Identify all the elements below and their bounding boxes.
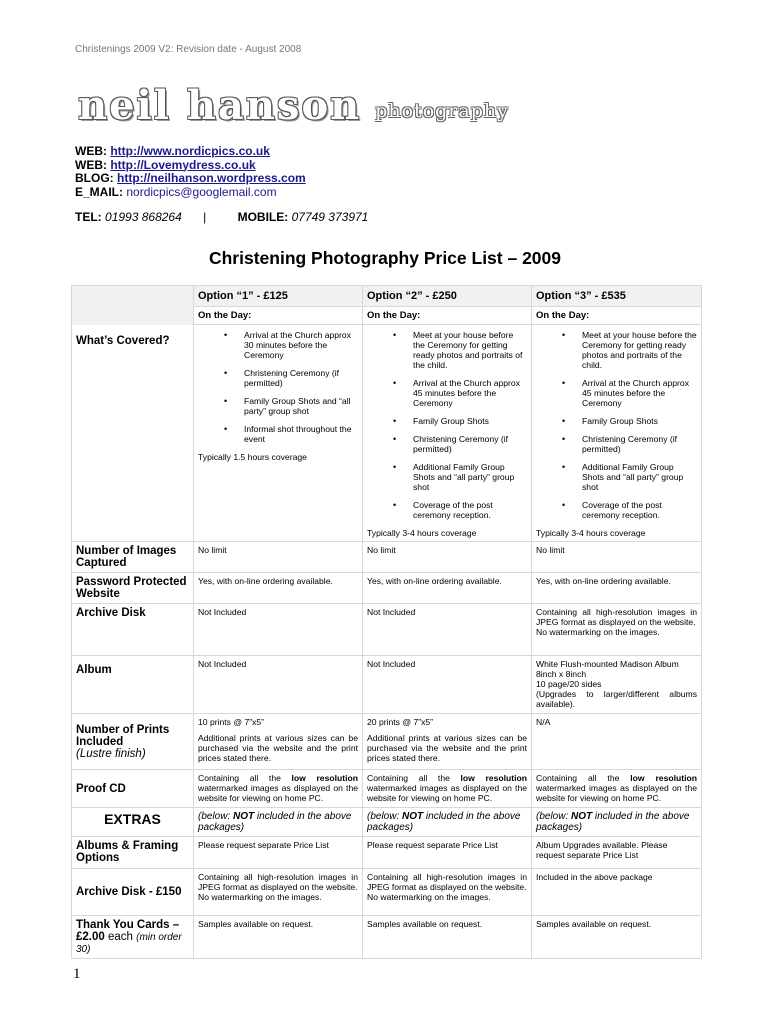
- framing-label: Albums & Framing Options: [72, 837, 194, 869]
- archive150-2-note: No watermarking on the images.: [367, 892, 491, 902]
- page-title: Christening Photography Price List – 2009: [208, 248, 562, 268]
- proof-1: [194, 770, 363, 808]
- extras-bold: NOT: [571, 811, 593, 822]
- extras-bold: NOT: [402, 811, 424, 822]
- cards-each: each: [107, 931, 133, 943]
- cards-label: [72, 916, 194, 959]
- list-item: • Christening Ceremony (if permitted): [212, 368, 358, 388]
- proof-post: watermarked images as displayed on the website for viewing on home PC.: [536, 783, 697, 803]
- archive-2: Not Included: [363, 604, 532, 656]
- archive-3-note: No watermarking on the images.: [536, 627, 660, 637]
- web-link-1[interactable]: http://www.nordicpics.co.uk: [110, 144, 270, 158]
- coverage-1: Typically 1.5 hours coverage: [198, 452, 307, 462]
- logo-main: neil hanson: [78, 82, 362, 129]
- proof-post: watermarked images as displayed on the website for viewing on home PC.: [367, 783, 527, 803]
- coverage-3: Typically 3-4 hours coverage: [536, 528, 646, 538]
- website-1: Yes, with on-line ordering available.: [194, 573, 363, 604]
- web-label: WEB:: [75, 144, 107, 158]
- list-item: • Meet at your house before the Ceremony for getting ready photos and portraits of the child.: [381, 330, 527, 370]
- blog-link[interactable]: http://neilhanson.wordpress.com: [117, 171, 306, 185]
- cards-min: (min order 30): [76, 932, 182, 955]
- blog-label: BLOG:: [75, 171, 114, 185]
- proof-2: [363, 770, 532, 808]
- list-item: • Coverage of the post ceremony reception.: [550, 500, 697, 520]
- covered-3: [532, 325, 702, 542]
- prints-1-extra: Additional prints at various sizes can be purchased via the website and the print prices stated there.: [198, 733, 358, 763]
- extras-pre: (below:: [536, 811, 569, 822]
- archive150-label: Archive Disk - £150: [72, 869, 194, 916]
- list-item: • Meet at your house before the Ceremony for getting ready photos and portraits of the child.: [550, 330, 697, 370]
- website-label: Password Protected Website: [72, 573, 194, 604]
- on-the-day-3: On the Day:: [532, 307, 702, 325]
- extras-pre: (below:: [367, 811, 400, 822]
- framing-2: Please request separate Price List: [363, 837, 532, 869]
- cards-2: Samples available on request.: [363, 916, 532, 959]
- phone-line: [75, 210, 368, 224]
- prints-1: [194, 714, 363, 770]
- mobile-number: 07749 373971: [291, 210, 369, 224]
- list-item: • Arrival at the Church approx 30 minutes before the Ceremony: [212, 330, 358, 360]
- list-item: • Arrival at the Church approx 45 minutes before the Ceremony: [381, 378, 527, 408]
- cards-price: £2.00: [76, 931, 105, 943]
- option-2-header: Option “2” - £250: [363, 286, 532, 307]
- prints-sub: (Lustre finish): [76, 747, 146, 760]
- proof-bold: low resolution: [460, 773, 527, 783]
- album-label: Album: [72, 656, 194, 714]
- email-label: E_MAIL:: [75, 184, 123, 199]
- contact-block: [75, 145, 306, 199]
- list-item: • Christening Ceremony (if permitted): [381, 434, 527, 454]
- email-link[interactable]: nordicpics@googlemail.com: [126, 184, 277, 199]
- covered-label: What’s Covered?: [72, 325, 194, 542]
- archive-1: Not Included: [194, 604, 363, 656]
- archive150-2-text: Containing all high-resolution images in JPEG format as displayed on the website.: [367, 872, 527, 892]
- website-3: Yes, with on-line ordering available.: [532, 573, 702, 604]
- album-3-line: (Upgrades to larger/different albums available).: [536, 689, 697, 709]
- option-1-header: Option “1” - £125: [194, 286, 363, 307]
- framing-3: Album Upgrades available. Please request separate Price List: [532, 837, 702, 869]
- cards-label-a: Thank You Cards –: [76, 919, 180, 931]
- album-2: Not Included: [363, 656, 532, 714]
- list-item: • Coverage of the post ceremony reception.: [381, 500, 527, 520]
- mobile-label: MOBILE:: [237, 210, 289, 224]
- archive-3-text: Containing all high-resolution images in JPEG format as displayed on the website.: [536, 607, 697, 627]
- separator: |: [203, 210, 207, 224]
- proof-label: Proof CD: [72, 770, 194, 808]
- cards-1: Samples available on request.: [194, 916, 363, 959]
- list-item: • Family Group Shots and “all party” group shot: [212, 396, 358, 416]
- option-3-header: Option “3” - £535: [532, 286, 702, 307]
- archive150-1-note: No watermarking on the images.: [198, 892, 322, 902]
- extras-post: included in the above packages): [536, 811, 690, 833]
- archive150-3: Included in the above package: [532, 869, 702, 916]
- proof-post: watermarked images as displayed on the website for viewing on home PC.: [198, 783, 358, 803]
- list-item: • Informal shot throughout the event: [212, 424, 358, 444]
- prints-label-text: Number of Prints Included: [76, 723, 170, 748]
- extras-1: [194, 808, 363, 837]
- covered-1: [194, 325, 363, 542]
- covered-list-1: [198, 330, 358, 444]
- prints-2-count: 20 prints @ 7”x5”: [367, 717, 434, 727]
- header-note: Christenings 2009 V2: Revision date - August 2008: [75, 44, 302, 55]
- proof-pre: Containing all the: [536, 773, 620, 783]
- prints-1-count: 10 prints @ 7”x5”: [198, 717, 265, 727]
- tel-label: TEL:: [75, 210, 102, 224]
- images-2: No limit: [363, 542, 532, 573]
- proof-bold: low resolution: [630, 773, 697, 783]
- web-label: WEB:: [75, 157, 107, 172]
- extras-3: [532, 808, 702, 837]
- list-item: • Christening Ceremony (if permitted): [550, 434, 697, 454]
- list-item: • Arrival at the Church approx 45 minutes before the Ceremony: [550, 378, 697, 408]
- prints-3: N/A: [532, 714, 702, 770]
- album-3-line: 8inch x 8inch: [536, 669, 587, 679]
- corner-cell: [72, 286, 194, 325]
- web-link-2[interactable]: http://Lovemydress.co.uk: [110, 157, 256, 172]
- album-3: [532, 656, 702, 714]
- extras-post: included in the above packages): [198, 811, 352, 833]
- proof-pre: Containing all the: [198, 773, 281, 783]
- list-item: • Family Group Shots: [381, 416, 527, 426]
- page-number: 1: [73, 966, 81, 982]
- extras-post: included in the above packages): [367, 811, 521, 833]
- prints-2-extra: Additional prints at various sizes can be purchased via the website and the print prices stated there.: [367, 733, 527, 763]
- website-2: Yes, with on-line ordering available.: [363, 573, 532, 604]
- images-1: No limit: [194, 542, 363, 573]
- extras-label: EXTRAS: [72, 808, 194, 837]
- album-1: Not Included: [194, 656, 363, 714]
- prints-label: [72, 714, 194, 770]
- list-item: • Family Group Shots: [550, 416, 697, 426]
- list-item: • Additional Family Group Shots and “all party” group shot: [550, 462, 697, 492]
- logo-sub: photography: [375, 100, 509, 122]
- proof-pre: Containing all the: [367, 773, 450, 783]
- album-3-line: White Flush-mounted Madison Album: [536, 659, 679, 669]
- images-3: No limit: [532, 542, 702, 573]
- covered-list-3: [536, 330, 697, 520]
- coverage-2: Typically 3-4 hours coverage: [367, 528, 477, 538]
- on-the-day-2: On the Day:: [363, 307, 532, 325]
- covered-2: [363, 325, 532, 542]
- extras-2: [363, 808, 532, 837]
- album-3-line: 10 page/20 sides: [536, 679, 602, 689]
- archive-label: Archive Disk: [72, 604, 194, 656]
- framing-1: Please request separate Price List: [194, 837, 363, 869]
- proof-bold: low resolution: [291, 773, 358, 783]
- cards-3: Samples available on request.: [532, 916, 702, 959]
- on-the-day-1: On the Day:: [194, 307, 363, 325]
- tel-number: 01993 868264: [105, 210, 182, 224]
- proof-3: [532, 770, 702, 808]
- archive150-2: [363, 869, 532, 916]
- archive-3: [532, 604, 702, 656]
- archive150-1-text: Containing all high-resolution images in JPEG format as displayed on the website.: [198, 872, 358, 892]
- price-table: [71, 285, 702, 959]
- prints-2: [363, 714, 532, 770]
- list-item: • Additional Family Group Shots and “all party” group shot: [381, 462, 527, 492]
- logo: [78, 82, 509, 129]
- images-label: Number of Images Captured: [72, 542, 194, 573]
- covered-list-2: [367, 330, 527, 520]
- archive150-1: [194, 869, 363, 916]
- extras-bold: NOT: [233, 811, 255, 822]
- extras-pre: (below:: [198, 811, 231, 822]
